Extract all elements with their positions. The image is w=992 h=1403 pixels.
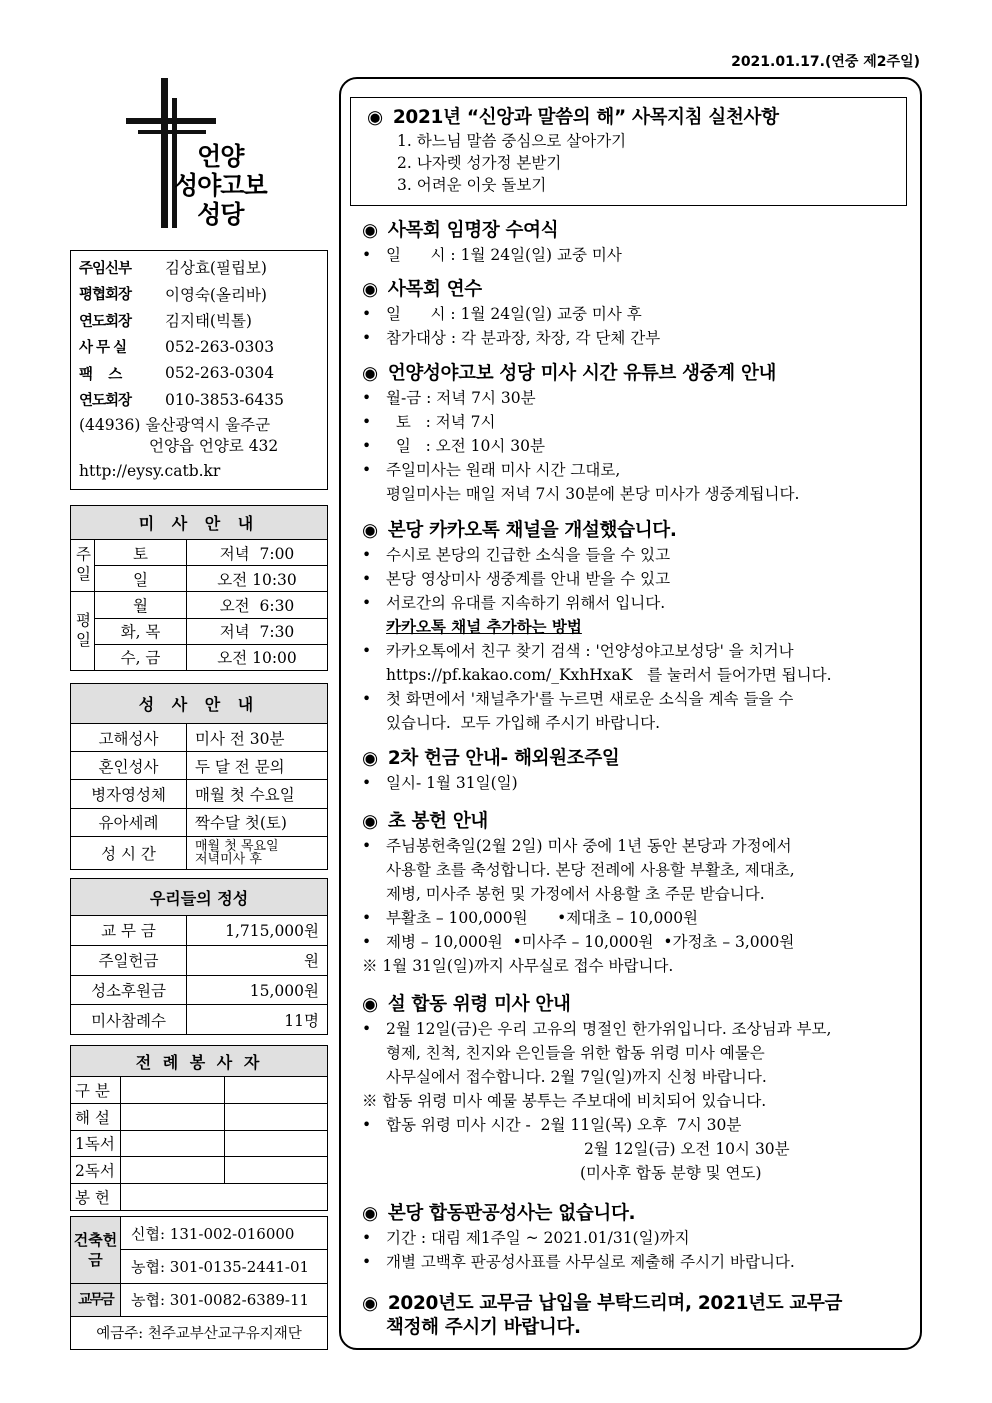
- bullet-icon: ◉: [362, 994, 378, 1015]
- address-line2: 언양읍 언양로 432: [149, 437, 279, 455]
- mass-time: 오전 10:30: [187, 566, 328, 592]
- building-account-1: 신협: 131-002-016000: [121, 1217, 328, 1250]
- info-value: 010-3853-6435: [165, 390, 284, 409]
- info-label: 사 무 실: [79, 340, 127, 357]
- sacrament-name: 병자영성체: [71, 780, 187, 808]
- pastoral-guidelines: [350, 97, 907, 206]
- notice-line: 참가대상 : 각 분과장, 차장, 각 단체 간부: [386, 329, 661, 347]
- parish-name-line2: 성야고보: [174, 171, 267, 200]
- notice-line: 있습니다. 모두 가입해 주시기 바랍니다.: [386, 714, 661, 732]
- bullet-icon: ◉: [362, 363, 378, 384]
- notice-kakao: [362, 519, 910, 735]
- mass-schedule-title: 미 사 안 내: [71, 506, 328, 540]
- notice-line: 주님봉헌축일(2월 2일) 미사 중에 1년 동안 본당과 가정에서: [386, 837, 792, 855]
- dot-icon: •: [362, 1116, 372, 1134]
- sacrament-time: 매월 첫 수요일: [187, 780, 328, 808]
- bullet-icon: ◉: [362, 520, 378, 541]
- offering-name: 교 무 금: [71, 916, 187, 946]
- notice-line: 일 : 오전 10시 30분: [386, 437, 545, 455]
- server-cell: [225, 1130, 328, 1157]
- account-holder: 예금주: 천주교부산교구유지재단: [71, 1316, 328, 1349]
- notice-memorial-mass: [362, 993, 910, 1185]
- sacrament-name: 혼인성사: [71, 752, 187, 780]
- offering-name: 성소후원금: [71, 975, 187, 1005]
- notice-title: 본당 카카오톡 채널을 개설했습니다.: [387, 520, 677, 541]
- sacrament-title: 성 사 안 내: [71, 684, 328, 724]
- dot-icon: •: [362, 329, 372, 347]
- notice-line: 서로간의 유대를 지속하기 위해서 입니다.: [386, 594, 666, 612]
- mass-time: 오전 6:30: [187, 592, 328, 618]
- notice-line: 개별 고백후 판공성사표를 사무실로 제출해 주시기 바랍니다.: [386, 1253, 795, 1271]
- notice-line: 합동 위령 미사 시간 - 2월 11일(목) 오후 7시 30분: [386, 1116, 742, 1134]
- info-row: [79, 281, 319, 308]
- dot-icon: •: [362, 437, 372, 455]
- offering-amount: 15,000원: [187, 975, 328, 1005]
- notice-line: 주일미사는 원래 미사 시간 그대로,: [386, 461, 621, 479]
- sacrament-time: 두 달 전 문의: [187, 752, 328, 780]
- dot-icon: •: [362, 642, 372, 660]
- dot-icon: •: [362, 305, 372, 323]
- notice-line: 2월 12일(금)은 우리 고유의 명절인 한가위입니다. 조상님과 부모,: [386, 1020, 832, 1038]
- notice-title: 2020년도 교무금 납입을 부탁드리며, 2021년도 교무금: [387, 1293, 843, 1314]
- pastoral-title: 2021년 “신앙과 말씀의 해” 사목지침 실천사항: [392, 107, 779, 128]
- pastoral-item: 3. 어려운 이웃 돌보기: [397, 176, 547, 194]
- building-account-2: 농협: 301-0135-2441-01: [121, 1250, 328, 1283]
- sacrament-time: 미사 전 30분: [187, 724, 328, 752]
- info-value: 052-263-0303: [165, 337, 275, 356]
- mass-time: 저녁 7:30: [187, 618, 328, 644]
- server-role: 봉 헌: [71, 1184, 121, 1211]
- notice-line: 부활초 – 100,000원 •제대초 – 10,000원: [386, 909, 699, 927]
- offerings-title: 우리들의 정성: [71, 879, 328, 916]
- dot-icon: •: [362, 389, 372, 407]
- notice-title: 사목회 임명장 수여식: [387, 220, 559, 241]
- info-value: 052-263-0304: [165, 364, 275, 383]
- mass-time: 저녁 7:00: [187, 540, 328, 566]
- offering-amount: 11명: [187, 1005, 328, 1035]
- dot-icon: •: [362, 246, 372, 264]
- kakao-channel-link[interactable]: https://pf.kakao.com/_KxhHxaK 를 눌러서 들어가면 됩니다.: [386, 666, 832, 684]
- notice-line: 기간 : 대림 제1주일 ~ 2021.01/31(일)까지: [386, 1229, 690, 1247]
- pastoral-item: 2. 나자렛 성가정 본받기: [397, 154, 562, 172]
- mass-day: 토: [95, 540, 187, 566]
- dot-icon: •: [362, 570, 372, 588]
- sacrament-name: 고해성사: [71, 724, 187, 752]
- info-row: [79, 360, 319, 387]
- offering-amount: 1,715,000원: [187, 916, 328, 946]
- info-row: [79, 307, 319, 334]
- mass-day: 수, 금: [95, 644, 187, 670]
- notice-line: 사용할 초를 축성합니다. 본당 전례에 사용할 부활초, 제대초,: [386, 861, 795, 879]
- notice-title: 초 봉헌 안내: [387, 811, 488, 832]
- dot-icon: •: [362, 1253, 372, 1271]
- website-link[interactable]: http://eysy.catb.kr: [79, 462, 221, 480]
- notice-line: 일 시 : 1월 24일(일) 교중 미사: [386, 246, 622, 264]
- dot-icon: •: [362, 909, 372, 927]
- notice-line: (미사후 합동 분향 및 연도): [580, 1164, 762, 1182]
- sacrament-schedule: [70, 683, 328, 870]
- weekday-label: 평일: [71, 592, 95, 671]
- notice-dues: [362, 1292, 910, 1340]
- notice-title: 본당 합동판공성사는 없습니다.: [387, 1203, 636, 1224]
- parish-name-line3: 성당: [197, 200, 244, 229]
- info-value: 이영숙(올리바): [165, 285, 267, 304]
- notice-line: 제병, 미사주 봉헌 및 가정에서 사용할 초 주문 받습니다.: [386, 885, 765, 903]
- info-row: [79, 387, 319, 414]
- notice-line: 사무실에서 접수합니다. 2월 7일(일)까지 신청 바랍니다.: [386, 1068, 767, 1086]
- server-role: 해 설: [71, 1103, 121, 1130]
- offering-name: 미사참례수: [71, 1005, 187, 1035]
- dues-label: 교무금: [71, 1283, 121, 1316]
- info-label: 평협회장: [79, 287, 132, 304]
- info-value: 김상효(필립보): [165, 259, 267, 278]
- notice-line: 일 시 : 1월 24일(일) 교중 미사 후: [386, 305, 642, 323]
- dues-account: 농협: 301-0082-6389-11: [121, 1283, 328, 1316]
- notice-title: 사목회 연수: [387, 279, 482, 300]
- notice-line: 형제, 친척, 친지와 은인들을 위한 합동 위령 미사 예물은: [386, 1044, 765, 1062]
- server-cell: [121, 1157, 225, 1184]
- offering-amount: 원: [187, 945, 328, 975]
- bullet-icon: ◉: [362, 220, 378, 241]
- server-cell: [121, 1130, 225, 1157]
- server-cell: [121, 1103, 225, 1130]
- notice-training: [362, 278, 910, 350]
- kakao-howto-heading: 카카오톡 채널 추가하는 방법: [386, 617, 582, 636]
- notice-confession: [362, 1202, 910, 1274]
- address: [79, 415, 319, 457]
- notice-line: 수시로 본당의 긴급한 소식을 들을 수 있고: [386, 546, 671, 564]
- building-fund-label: 건축헌금: [71, 1217, 121, 1284]
- pastoral-list: [367, 130, 890, 196]
- notice-youtube: [362, 362, 910, 506]
- dot-icon: •: [362, 594, 372, 612]
- notice-title: 언양성야고보 성당 미사 시간 유튜브 생중계 안내: [387, 363, 777, 384]
- dot-icon: •: [362, 837, 372, 855]
- info-label: 팩 스: [79, 366, 122, 383]
- notice-second-collection: [362, 747, 910, 795]
- bullet-icon: ◉: [362, 279, 378, 300]
- server-cell: [225, 1103, 328, 1130]
- bullet-icon: ◉: [362, 1203, 378, 1224]
- parish-name: [174, 142, 267, 229]
- cross-bar: [126, 118, 216, 124]
- mass-day: 화, 목: [95, 618, 187, 644]
- sacrament-name: 유아세례: [71, 808, 187, 836]
- bullet-icon: ◉: [367, 107, 383, 128]
- dot-icon: •: [362, 774, 372, 792]
- pastoral-item: 1. 하느님 말씀 중심으로 살아가기: [397, 132, 627, 150]
- notice-line: 일시- 1월 31일(일): [386, 774, 518, 792]
- dot-icon: •: [362, 461, 372, 479]
- info-label: 주임신부: [79, 260, 132, 277]
- mass-schedule: [70, 505, 328, 671]
- sacrament-name: 성 시 간: [71, 836, 187, 869]
- bank-accounts: [70, 1216, 328, 1350]
- parish-name-line1: 언양: [197, 142, 244, 171]
- bullet-icon: ◉: [362, 1293, 378, 1314]
- info-label: 연도회장: [79, 393, 132, 410]
- notice-line: 월-금 : 저녁 7시 30분: [386, 389, 536, 407]
- notice-title: 설 합동 위령 미사 안내: [387, 994, 571, 1015]
- bulletin-date: 2021.01.17.(연중 제2주일): [731, 54, 920, 70]
- bullet-icon: ◉: [362, 748, 378, 769]
- dot-icon: •: [362, 1229, 372, 1247]
- notice-title-cont: 책정해 주시기 바랍니다.: [386, 1317, 581, 1338]
- parish-info: [70, 250, 328, 490]
- holy-hour-time: [187, 836, 328, 869]
- notice-line: ※ 1월 31일(일)까지 사무실로 접수 바랍니다.: [362, 957, 674, 975]
- dot-icon: •: [362, 933, 372, 951]
- servers-title: 전 례 봉 사 자: [71, 1046, 328, 1077]
- notice-line: 카카오톡에서 친구 찾기 검색 : '언양성야고보성당' 을 치거나: [386, 642, 794, 660]
- dot-icon: •: [362, 690, 372, 708]
- info-row: [79, 254, 319, 281]
- offerings-table: [70, 878, 328, 1035]
- notice-candles: [362, 810, 910, 978]
- mass-time: 오전 10:00: [187, 644, 328, 670]
- server-role: 1독서: [71, 1130, 121, 1157]
- dot-icon: •: [362, 413, 372, 431]
- sacrament-time: 짝수달 첫(토): [187, 808, 328, 836]
- notice-title: 2차 헌금 안내- 해외원조주일: [387, 748, 620, 769]
- mass-day: 월: [95, 592, 187, 618]
- notice-line: 제병 – 10,000원 •미사주 – 10,000원 •가정초 – 3,000원: [386, 933, 795, 951]
- bullet-icon: ◉: [362, 811, 378, 832]
- dot-icon: •: [362, 546, 372, 564]
- parish-logo: [120, 70, 280, 240]
- notice-line: 첫 화면에서 '채널추가'를 누르면 새로운 소식을 계속 들을 수: [386, 690, 794, 708]
- dot-icon: •: [362, 1020, 372, 1038]
- notice-line: 토 : 저녁 7시: [386, 413, 496, 431]
- server-cell: [121, 1184, 328, 1211]
- liturgy-servers: [70, 1045, 328, 1211]
- offering-name: 주일헌금: [71, 945, 187, 975]
- cross-bar-shadow: [138, 130, 206, 134]
- notice-line: 평일미사는 매일 저녁 7시 30분에 본당 미사가 생중계됩니다.: [386, 485, 800, 503]
- server-cell: [225, 1157, 328, 1184]
- notice-appointment: [362, 219, 910, 267]
- notice-line: ※ 합동 위령 미사 예물 봉투는 주보대에 비치되어 있습니다.: [362, 1092, 767, 1110]
- holy-hour-line1: 매월 첫 목요일: [195, 838, 279, 854]
- info-row: [79, 334, 319, 361]
- notice-line: 2월 12일(금) 오전 10시 30분: [584, 1140, 790, 1158]
- sunday-label: 주일: [71, 540, 95, 592]
- server-role: 구 분: [71, 1077, 121, 1104]
- info-label: 연도회장: [79, 313, 132, 330]
- holy-hour-line2: 저녁미사 후: [195, 851, 262, 867]
- info-value: 김지태(빅톨): [165, 312, 252, 331]
- server-cell: [225, 1077, 328, 1104]
- address-line1: (44936) 울산광역시 울주군: [79, 416, 271, 434]
- notice-line: 본당 영상미사 생중계를 안내 받을 수 있고: [386, 570, 671, 588]
- server-cell: [121, 1077, 225, 1104]
- cross-icon: [161, 78, 168, 228]
- server-role: 2독서: [71, 1157, 121, 1184]
- mass-day: 일: [95, 566, 187, 592]
